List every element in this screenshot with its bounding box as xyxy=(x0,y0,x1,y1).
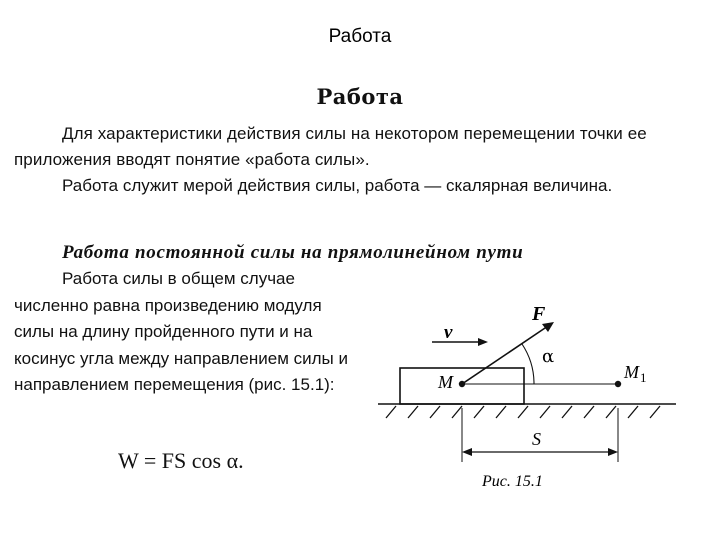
displacement-label: S xyxy=(532,429,541,449)
scalar-paragraph: Работа служит мерой действия силы, работа — скалярная величина. xyxy=(62,176,613,195)
section-heading: Работа xyxy=(316,84,404,109)
displacement-arrow-left xyxy=(462,448,472,456)
m1-label: M xyxy=(624,362,639,382)
point-m xyxy=(459,381,465,387)
ground-hatching xyxy=(386,406,660,418)
velocity-arrowhead xyxy=(478,338,488,346)
work-formula: W = FS cos α. xyxy=(118,448,244,473)
figure-15-1 xyxy=(372,290,682,500)
m1-subscript: 1 xyxy=(640,370,647,385)
intro-paragraph: Для характеристики действия силы на некотором перемещении точки ее приложения вводят понятие «работа силы». xyxy=(14,124,647,169)
point-m1 xyxy=(615,381,621,387)
force-label: F xyxy=(532,303,546,325)
slide-title: Работа xyxy=(328,26,392,47)
displacement-arrow-right xyxy=(608,448,618,456)
force-arrow xyxy=(462,326,548,384)
definition-paragraph: Работа силы в общем случае численно равна произведению модуля силы на длину пройденного пути и на косинус угла между направлением силы и направлением перемещения (рис. 15.1): xyxy=(14,269,348,394)
angle-label: α xyxy=(542,346,555,367)
m-label: M xyxy=(438,372,453,392)
velocity-label: v xyxy=(444,322,453,343)
figure-caption: Рис. 15.1 xyxy=(482,473,543,490)
subheading: Работа постоянной силы на прямолинейном пути xyxy=(62,242,524,263)
